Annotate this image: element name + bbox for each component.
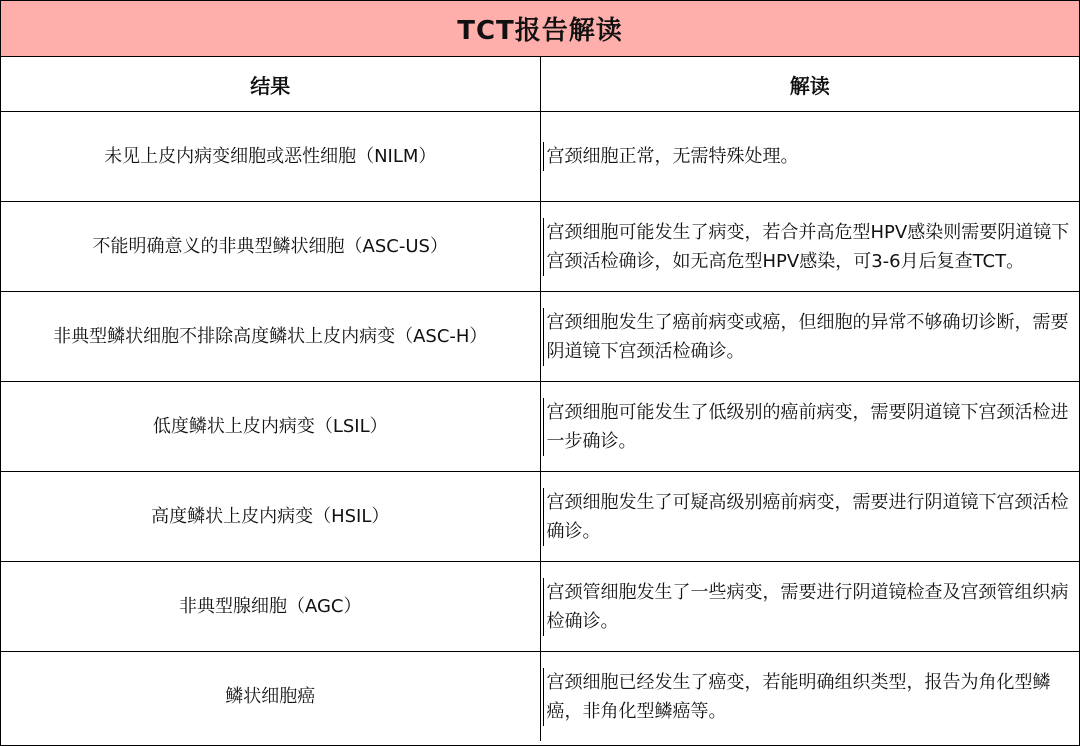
- result-cell: 非典型腺细胞（AGC）: [1, 562, 540, 652]
- table-row: [1, 652, 1079, 742]
- interpretation-cell: [540, 382, 1079, 472]
- column-header-interpretation: 解读: [540, 57, 1079, 112]
- page-title: TCT报告解读: [1, 1, 1079, 57]
- result-cell: 不能明确意义的非典型鳞状细胞（ASC-US）: [1, 202, 540, 292]
- result-cell: 鳞状细胞癌: [1, 652, 540, 742]
- interpretation-text: 宫颈细胞正常，无需特殊处理。: [543, 142, 1076, 171]
- table-row: [1, 202, 1079, 292]
- interpretation-text: 宫颈细胞可能发生了低级别的癌前病变，需要阴道镜下宫颈活检进一步确诊。: [543, 398, 1076, 456]
- result-cell: 未见上皮内病变细胞或恶性细胞（NILM）: [1, 112, 540, 202]
- interpretation-cell: [540, 652, 1079, 742]
- table-row: [1, 292, 1079, 382]
- interpretation-text: 宫颈细胞发生了癌前病变或癌，但细胞的异常不够确切诊断，需要阴道镜下宫颈活检确诊。: [543, 308, 1076, 366]
- interpretation-cell: [540, 202, 1079, 292]
- table-row: [1, 382, 1079, 472]
- table-row: [1, 472, 1079, 562]
- result-cell: 高度鳞状上皮内病变（HSIL）: [1, 472, 540, 562]
- result-cell: 非典型鳞状细胞不排除高度鳞状上皮内病变（ASC-H）: [1, 292, 540, 382]
- interpretation-cell: [540, 472, 1079, 562]
- column-header-result: 结果: [1, 57, 540, 112]
- table-row: [1, 562, 1079, 652]
- interpretation-text: 宫颈细胞已经发生了癌变，若能明确组织类型，报告为角化型鳞癌，非角化型鳞癌等。: [543, 668, 1076, 726]
- interpretation-text: 宫颈管细胞发生了一些病变，需要进行阴道镜检查及宫颈管组织病检确诊。: [543, 578, 1076, 636]
- table-header-row: [1, 57, 1079, 112]
- interpretation-cell: [540, 112, 1079, 202]
- interpretation-text: 宫颈细胞可能发生了病变，若合并高危型HPV感染则需要阴道镜下宫颈活检确诊，如无高危型HPV感染，可3-6月后复查TCT。: [543, 218, 1076, 276]
- interpretation-cell: [540, 292, 1079, 382]
- tct-interpretation-table: [1, 57, 1079, 741]
- table-row: [1, 112, 1079, 202]
- interpretation-cell: [540, 562, 1079, 652]
- interpretation-text: 宫颈细胞发生了可疑高级别癌前病变，需要进行阴道镜下宫颈活检确诊。: [543, 488, 1076, 546]
- result-cell: 低度鳞状上皮内病变（LSIL）: [1, 382, 540, 472]
